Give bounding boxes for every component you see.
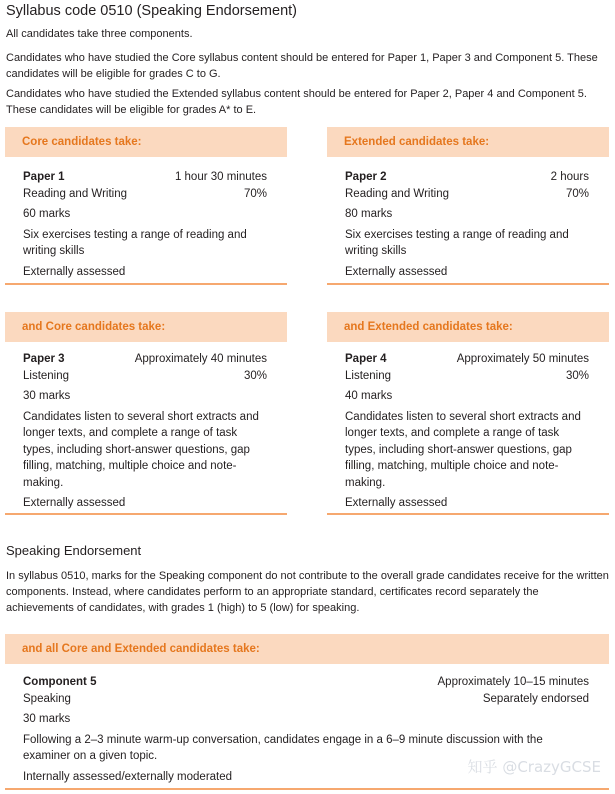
speaking-text: In syllabus 0510, marks for the Speaking component do not contribute to the overall grade candidates receive for the written components. Instead, where candidates perform to an appropriate standard, certificates record separately the achievements of candidates, with grades 1 (high) to 5 (low) for speaking.	[6, 570, 609, 614]
paper-skill: Reading and Writing	[345, 187, 449, 200]
paper-description: Six exercises testing a range of reading and writing skills	[345, 228, 569, 257]
paper-name: Paper 2	[345, 171, 387, 183]
paper-marks: 40 marks	[345, 390, 393, 402]
paper-weighting: 30%	[565, 369, 589, 382]
paper-assessment: Internally assessed/externally moderated	[23, 770, 233, 783]
paper-marks: 80 marks	[345, 208, 393, 220]
core-band: Core candidates take:	[5, 127, 287, 157]
paper-assessment: Externally assessed	[23, 497, 126, 509]
page-title: Syllabus code 0510 (Speaking Endorsement)	[6, 3, 297, 19]
paper-marks: 60 marks	[23, 208, 71, 220]
paper-duration: 2 hours	[550, 171, 589, 183]
paper-description: Candidates listen to several short extracts and longer texts, and complete a range of task types, including short-answer questions, gap filling, matching, multiple choice and note-making.	[23, 410, 259, 489]
paper-description: Six exercises testing a range of reading and writing skills	[23, 228, 247, 257]
intro-line-3: Candidates who have studied the Extended syllabus content should be entered for Paper 2, Paper 4 and Component 5. These candidates will be eligible for grades A* to E.	[6, 88, 587, 116]
paper-name: Paper 4	[345, 353, 387, 365]
card-bottom-rule	[327, 513, 609, 515]
extended-paper-2-card	[327, 127, 609, 285]
core-paper-3-card	[5, 312, 287, 517]
paper-description: Candidates listen to several short extracts and longer texts, and complete a range of task types, including short-answer questions, gap filling, matching, multiple choice and note-making.	[345, 410, 581, 489]
card-bottom-rule	[5, 788, 609, 790]
card-bottom-rule	[327, 283, 609, 285]
paper-skill: Speaking	[23, 692, 71, 705]
all-candidates-band: and all Core and Extended candidates take:	[5, 634, 609, 664]
intro-line-1: All candidates take three components.	[6, 28, 193, 40]
paper-marks: 30 marks	[23, 713, 71, 725]
speaking-heading: Speaking Endorsement	[6, 543, 142, 558]
paper-weighting: Separately endorsed	[482, 692, 589, 705]
paper-duration: Approximately 10–15 minutes	[437, 676, 589, 688]
card-bottom-rule	[5, 283, 287, 285]
paper-assessment: Externally assessed	[345, 265, 448, 278]
paper-skill: Listening	[23, 369, 70, 382]
intro-line-2: Candidates who have studied the Core syllabus content should be entered for Paper 1, Paper 3 and Component 5. These candidates will be eligible for grades C to G.	[6, 52, 598, 80]
paper-weighting: 30%	[243, 369, 267, 382]
paper-description: Following a 2–3 minute warm-up conversation, candidates engage in a 6–9 minute discussion with the examiner on a given topic.	[23, 733, 543, 762]
paper-assessment: Externally assessed	[345, 497, 448, 509]
extended-band: and Extended candidates take:	[327, 312, 609, 342]
paper-weighting: 70%	[243, 187, 267, 200]
paper-marks: 30 marks	[23, 390, 71, 402]
paper-duration: 1 hour 30 minutes	[174, 171, 267, 183]
paper-skill: Listening	[345, 369, 392, 382]
paper-duration: Approximately 40 minutes	[134, 353, 267, 365]
paper-name: Component 5	[23, 676, 97, 688]
core-paper-1-card	[5, 127, 287, 285]
paper-weighting: 70%	[565, 187, 589, 200]
extended-paper-4-card	[327, 312, 609, 517]
paper-duration: Approximately 50 minutes	[456, 353, 589, 365]
paper-skill: Reading and Writing	[23, 187, 127, 200]
paper-assessment: Externally assessed	[23, 265, 126, 278]
paper-name: Paper 3	[23, 353, 65, 365]
core-band: and Core candidates take:	[5, 312, 287, 342]
paper-name: Paper 1	[23, 171, 65, 183]
card-bottom-rule	[5, 513, 287, 515]
watermark: 知乎 @CrazyGCSE	[467, 758, 601, 776]
extended-band: Extended candidates take:	[327, 127, 609, 157]
